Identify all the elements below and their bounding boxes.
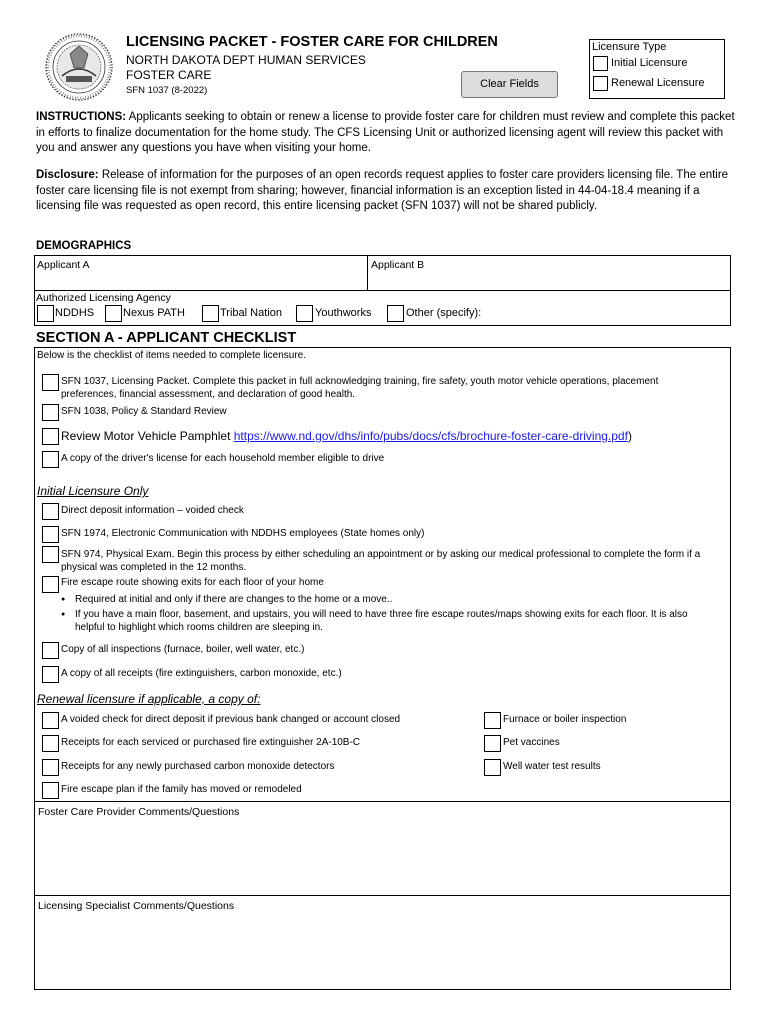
clear-fields-button[interactable]: Clear Fields: [461, 71, 558, 98]
provider-comments-field[interactable]: [34, 801, 731, 896]
pamphlet-suffix: ): [627, 429, 632, 443]
sfn-974-checkbox[interactable]: [42, 546, 59, 563]
drivers-license-label: A copy of the driver's license for each household member eligible to drive: [61, 453, 385, 464]
licensure-type-label: Licensure Type: [592, 41, 667, 53]
specialist-comments-label: Licensing Specialist Comments/Questions: [38, 900, 235, 912]
list-item: ● If you have a main floor, basement, and upstairs, you will need to have three fire escape routes/maps showing exits for each floor. It is also helpful to highlight which rooms children are sleeping in.: [59, 608, 704, 634]
sfn-1974-label: SFN 1974, Electronic Communication with NDDHS employees (State homes only): [61, 528, 425, 539]
agency-other-checkbox[interactable]: [387, 305, 404, 322]
list-item: ● Required at initial and only if there are changes to the home or a move..: [59, 593, 704, 607]
pet-vaccines-checkbox[interactable]: [484, 735, 501, 752]
agency-tribal-nation-label: Tribal Nation: [220, 307, 282, 319]
fire-escape-plan-checkbox[interactable]: [42, 782, 59, 799]
renewal-heading: Renewal licensure if applicable, a copy of:: [37, 692, 261, 706]
agency-youthworks-label: Youthworks: [315, 307, 372, 319]
instructions-paragraph: [36, 110, 736, 157]
form-title: LICENSING PACKET - FOSTER CARE FOR CHILDREN: [126, 34, 498, 50]
direct-deposit-checkbox[interactable]: [42, 503, 59, 520]
agency-tribal-nation-checkbox[interactable]: [202, 305, 219, 322]
voided-check-label: A voided check for direct deposit if previous bank changed or account closed: [61, 714, 401, 725]
dept-name: NORTH DAKOTA DEPT HUMAN SERVICES: [126, 53, 366, 67]
state-seal: [44, 32, 114, 102]
direct-deposit-label: Direct deposit information – voided check: [61, 505, 244, 516]
applicant-b-label: Applicant B: [371, 259, 425, 271]
renewal-licensure-label: Renewal Licensure: [611, 77, 705, 89]
pet-vaccines-label: Pet vaccines: [503, 737, 560, 748]
section-a-heading: SECTION A - APPLICANT CHECKLIST: [36, 330, 297, 346]
inspections-checkbox[interactable]: [42, 642, 59, 659]
initial-licensure-checkbox[interactable]: [593, 56, 608, 71]
form-number: SFN 1037 (8-2022): [126, 85, 208, 96]
fire-escape-plan-label: Fire escape plan if the family has moved or remodeled: [61, 784, 302, 795]
applicant-b-field[interactable]: [367, 255, 731, 291]
well-water-label: Well water test results: [503, 761, 601, 772]
instructions-label: INSTRUCTIONS:: [36, 111, 127, 123]
applicant-a-field[interactable]: [34, 255, 368, 291]
furnace-inspection-label: Furnace or boiler inspection: [503, 714, 627, 725]
demographics-heading: DEMOGRAPHICS: [36, 240, 132, 252]
drivers-license-checkbox[interactable]: [42, 451, 59, 468]
fire-extinguisher-checkbox[interactable]: [42, 735, 59, 752]
co-detector-checkbox[interactable]: [42, 759, 59, 776]
agency-nexus-path-label: Nexus PATH: [123, 307, 185, 319]
agency-other-label: Other (specify):: [406, 307, 482, 319]
sfn-1037-label: SFN 1037, Licensing Packet. Complete this packet in full acknowledging training, fire safety, youth motor vehicle operations, placement preferences, financial assessment, and declaration of good health.: [61, 376, 659, 400]
agency-nddhs-checkbox[interactable]: [37, 305, 54, 322]
division-name: FOSTER CARE: [126, 68, 212, 82]
fire-escape-checkbox[interactable]: [42, 576, 59, 593]
fire-escape-bullets: [59, 593, 704, 634]
agency-nddhs-label: NDDHS: [55, 307, 95, 319]
fire-escape-label: Fire escape route showing exits for each floor of your home: [61, 577, 324, 588]
furnace-inspection-checkbox[interactable]: [484, 712, 501, 729]
instructions-text: Applicants seeking to obtain or renew a license to provide foster care for children must review and complete this packet in efforts to finalize documentation for the home study. The CFS Licensing Unit or authorized licensing agent will review this packet with you and answer any questions you have when visiting your home.: [36, 111, 735, 154]
licensure-type-box: [589, 39, 725, 99]
fire-extinguisher-label: Receipts for each serviced or purchased fire extinguisher 2A-10B-C: [61, 737, 361, 748]
sfn-1038-checkbox[interactable]: [42, 404, 59, 421]
initial-licensure-heading: Initial Licensure Only: [37, 484, 149, 498]
renewal-licensure-checkbox[interactable]: [593, 76, 608, 91]
co-detector-label: Receipts for any newly purchased carbon monoxide detectors: [61, 761, 335, 772]
applicant-a-label: Applicant A: [37, 259, 90, 271]
receipts-label: A copy of all receipts (fire extinguishers, carbon monoxide, etc.): [61, 668, 342, 679]
disclosure-paragraph: [36, 168, 736, 215]
section-a-intro: Below is the checklist of items needed to complete licensure.: [37, 350, 307, 361]
well-water-checkbox[interactable]: [484, 759, 501, 776]
agency-nexus-path-checkbox[interactable]: [105, 305, 122, 322]
inspections-label: Copy of all inspections (furnace, boiler, well water, etc.): [61, 644, 305, 655]
state-seal-icon: [44, 32, 114, 102]
sfn-1038-label: SFN 1038, Policy & Standard Review: [61, 406, 227, 417]
sfn-1974-checkbox[interactable]: [42, 526, 59, 543]
disclosure-label: Disclosure:: [36, 169, 99, 181]
specialist-comments-field[interactable]: [34, 895, 731, 990]
sfn-1037-checkbox[interactable]: [42, 374, 59, 391]
initial-licensure-label: Initial Licensure: [611, 57, 688, 69]
pamphlet-label: Review Motor Vehicle Pamphlet: [61, 429, 234, 443]
agency-label: Authorized Licensing Agency: [36, 292, 171, 304]
voided-check-checkbox[interactable]: [42, 712, 59, 729]
disclosure-text: Release of information for the purposes of an open records request applies to foster care providers licensing file. The entire foster care licensing file is not exempt from sharing; however, financial information is an exception listed in 44-04-18.4 meaning if a licensing file was requested as open record, this entire licensing packet (SFN 1037) will not be shared publicly.: [36, 169, 729, 212]
sfn-974-label: SFN 974, Physical Exam. Begin this process by either scheduling an appointment or by asking our medical professional to complete the form if a physical was completed in the 12 months.: [61, 549, 701, 573]
agency-youthworks-checkbox[interactable]: [296, 305, 313, 322]
pamphlet-checkbox[interactable]: [42, 428, 59, 445]
receipts-checkbox[interactable]: [42, 666, 59, 683]
provider-comments-label: Foster Care Provider Comments/Questions: [38, 806, 240, 818]
pamphlet-link[interactable]: https://www.nd.gov/dhs/info/pubs/docs/cfs/brochure-foster-care-driving.pdf: [233, 429, 628, 443]
pamphlet-line: [61, 429, 632, 443]
